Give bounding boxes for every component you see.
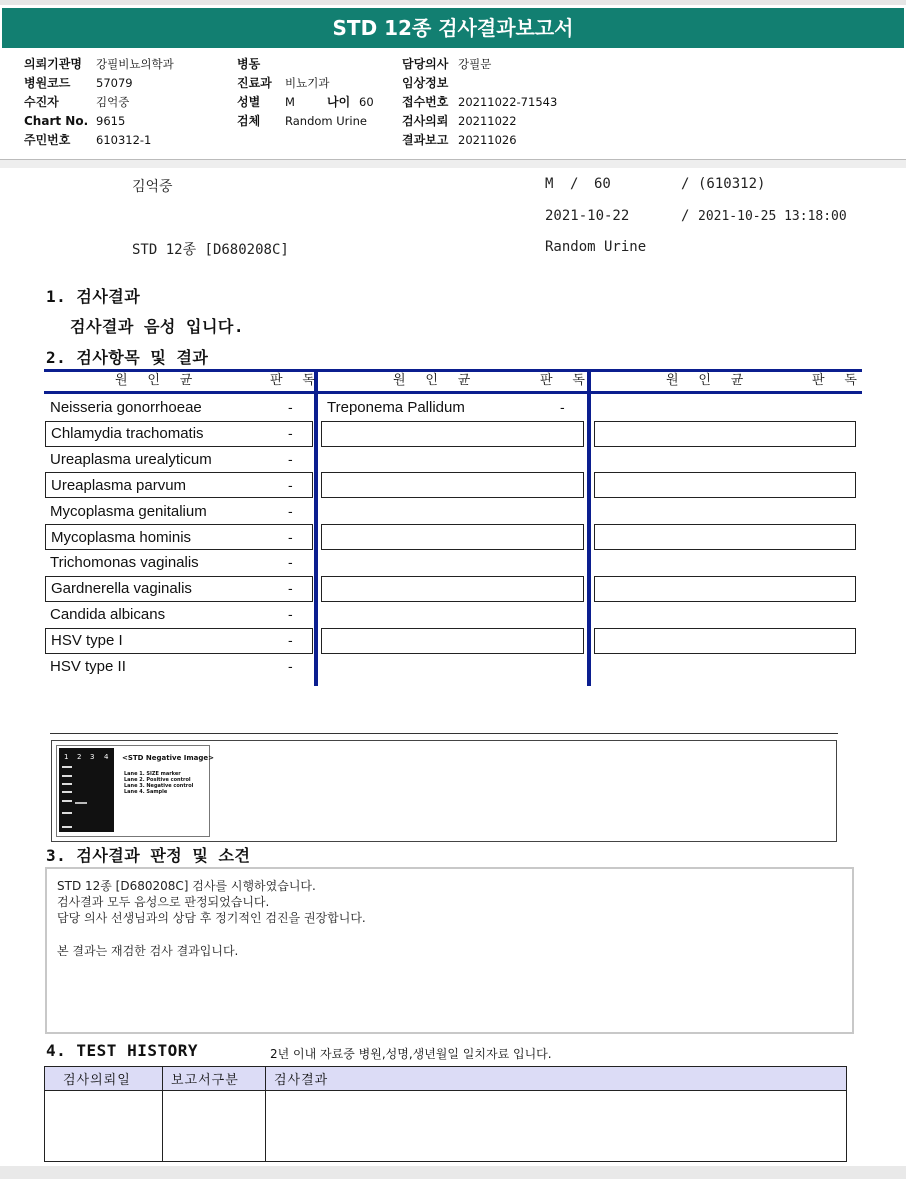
pathogen-result: - bbox=[288, 580, 293, 596]
info-column-3 bbox=[402, 55, 557, 150]
gel-lane-number: 2 bbox=[77, 753, 82, 761]
column-divider bbox=[587, 372, 591, 686]
pathogen-name: Chlamydia trachomatis bbox=[51, 425, 204, 442]
patient-name: 김억중 bbox=[132, 179, 173, 195]
history-cell bbox=[163, 1091, 266, 1162]
opinion-line: 담당 의사 선생님과의 상담 후 정기적인 검진을 권장합니다. bbox=[57, 911, 366, 925]
slash: / bbox=[681, 176, 690, 192]
pathogen-name: Trichomonas vaginalis bbox=[50, 554, 199, 571]
info-label: Chart No. bbox=[24, 114, 89, 128]
pathogen-result: - bbox=[288, 477, 293, 493]
age-value: 60 bbox=[359, 95, 374, 109]
col-header-pathogen: 원 인 균 bbox=[666, 373, 750, 388]
header-divider-shadow bbox=[0, 160, 906, 168]
patient-sex: M bbox=[545, 176, 554, 192]
pathogen-result: - bbox=[288, 606, 293, 622]
info-value: 강필비뇨의학과 bbox=[96, 57, 174, 71]
gel-lane-number: 3 bbox=[90, 753, 95, 761]
section2-heading: 2. 검사항목 및 결과 bbox=[46, 348, 209, 367]
gel-title: <STD Negative Image> bbox=[122, 754, 215, 762]
info-column-1 bbox=[24, 55, 174, 150]
info-value: Random Urine bbox=[285, 114, 367, 128]
info-value: 20211022-71543 bbox=[458, 95, 558, 109]
history-note: 2년 이내 자료중 병원,성명,생년월일 일치자료 입니다. bbox=[270, 1047, 552, 1061]
info-value: 57079 bbox=[96, 76, 133, 90]
info-value: 강필문 bbox=[458, 57, 492, 71]
history-table bbox=[44, 1066, 847, 1162]
info-column-2 bbox=[237, 55, 374, 131]
patient-age: 60 bbox=[594, 176, 611, 192]
gel-band bbox=[62, 800, 72, 802]
gel-lane-number: 4 bbox=[104, 753, 109, 761]
gel-band bbox=[62, 783, 72, 785]
gel-band bbox=[62, 775, 72, 777]
info-value: 김억중 bbox=[96, 95, 130, 109]
pathogen-result: - bbox=[560, 399, 565, 415]
pathogen-name: Neisseria gonorrhoeae bbox=[50, 399, 202, 416]
info-label: 검사의뢰 bbox=[402, 114, 449, 128]
pathogen-name: Ureaplasma parvum bbox=[51, 477, 187, 494]
info-label: 담당의사 bbox=[402, 57, 449, 71]
pathogen-name: Treponema Pallidum bbox=[327, 399, 465, 416]
pathogen-name: HSV type II bbox=[50, 658, 126, 675]
row-box bbox=[321, 524, 584, 550]
column-divider bbox=[314, 372, 318, 686]
info-label: 검체 bbox=[237, 114, 261, 128]
pathogen-name: Gardnerella vaginalis bbox=[51, 580, 192, 597]
col-header-result: 판 독 bbox=[270, 373, 321, 388]
info-value: 610312-1 bbox=[96, 133, 152, 147]
row-box bbox=[321, 421, 584, 447]
history-col-header: 검사결과 bbox=[266, 1067, 847, 1091]
pathogen-name: Mycoplasma hominis bbox=[51, 529, 192, 546]
info-label: 임상정보 bbox=[402, 76, 449, 90]
opinion-line: STD 12종 [D680208C] 검사를 시행하였습니다. bbox=[57, 879, 316, 893]
opinion-line: 검사결과 모두 음성으로 판정되었습니다. bbox=[57, 895, 270, 909]
request-date: 2021-10-22 bbox=[545, 208, 630, 224]
info-label: 성별 bbox=[237, 95, 261, 109]
col-header-pathogen: 원 인 균 bbox=[393, 373, 477, 388]
row-box bbox=[594, 421, 856, 447]
pathogen-result: - bbox=[288, 554, 293, 570]
col-header-result: 판 독 bbox=[812, 373, 863, 388]
section4-heading: 4. TEST HISTORY bbox=[46, 1041, 198, 1060]
pathogen-result: - bbox=[288, 425, 293, 441]
gel-band bbox=[62, 826, 72, 828]
gel-band bbox=[75, 802, 87, 804]
history-cell bbox=[45, 1091, 163, 1162]
gel-legend-item: Lane 3. Negative control bbox=[124, 783, 194, 789]
pathogen-name: Ureaplasma urealyticum bbox=[50, 451, 212, 468]
bottom-border bbox=[0, 1166, 906, 1179]
info-label: 진료과 bbox=[237, 76, 272, 90]
pathogen-result: - bbox=[288, 658, 293, 674]
pathogen-name: Candida albicans bbox=[50, 606, 166, 623]
info-label: 의뢰기관명 bbox=[24, 57, 82, 71]
patient-birth: (610312) bbox=[698, 176, 766, 192]
report-title: STD 12종 검사결과보고서 bbox=[2, 8, 904, 48]
pathogen-result: - bbox=[288, 399, 293, 415]
pathogen-name: Mycoplasma genitalium bbox=[50, 503, 207, 520]
test-name: STD 12종 [D680208C] bbox=[132, 242, 289, 258]
info-label: 병원코드 bbox=[24, 76, 71, 90]
gel-band bbox=[62, 766, 72, 768]
gel-band bbox=[62, 791, 72, 793]
section1-summary: 검사결과 음성 입니다. bbox=[70, 317, 245, 336]
info-label: 수진자 bbox=[24, 95, 59, 109]
row-box bbox=[594, 576, 856, 602]
history-col-header: 보고서구분 bbox=[163, 1067, 266, 1091]
row-box bbox=[321, 576, 584, 602]
row-box bbox=[594, 524, 856, 550]
info-value: 20211022 bbox=[458, 114, 517, 128]
info-value: 9615 bbox=[96, 114, 126, 128]
report-datetime: 2021-10-25 13:18:00 bbox=[698, 209, 847, 224]
gel-legend-item: Lane 2. Positive control bbox=[124, 777, 191, 783]
top-border bbox=[0, 0, 906, 5]
pathogen-result: - bbox=[288, 529, 293, 545]
row-box bbox=[321, 628, 584, 654]
age-label: 나이 bbox=[327, 95, 351, 109]
history-col-header: 검사의뢰일 bbox=[45, 1067, 163, 1091]
opinion-line: 본 결과는 재검한 검사 결과입니다. bbox=[57, 944, 239, 958]
slash: / bbox=[570, 176, 579, 192]
info-value: 비뇨기과 bbox=[285, 76, 330, 90]
section3-heading: 3. 검사결과 판정 및 소견 bbox=[46, 846, 251, 865]
info-value: 20211026 bbox=[458, 133, 517, 147]
gel-lane-number: 1 bbox=[64, 753, 69, 761]
info-label: 결과보고 bbox=[402, 133, 449, 147]
info-label: 접수번호 bbox=[402, 95, 449, 109]
col-header-result: 판 독 bbox=[540, 373, 591, 388]
section1-heading: 1. 검사결과 bbox=[46, 287, 141, 306]
info-value: M bbox=[285, 95, 295, 109]
pathogen-result: - bbox=[288, 503, 293, 519]
pathogen-result: - bbox=[288, 451, 293, 467]
gel-legend-item: Lane 1. SIZE marker bbox=[124, 771, 181, 777]
col-header-pathogen: 원 인 균 bbox=[115, 373, 199, 388]
info-label: 주민번호 bbox=[24, 133, 71, 147]
pathogen-result: - bbox=[288, 632, 293, 648]
gel-band bbox=[62, 812, 72, 814]
gel-divider bbox=[50, 733, 838, 734]
row-box bbox=[594, 628, 856, 654]
gel-legend-item: Lane 4. Sample bbox=[124, 789, 168, 795]
row-box bbox=[321, 472, 584, 498]
slash: / bbox=[681, 208, 690, 224]
pathogen-name: HSV type I bbox=[51, 632, 123, 649]
info-label: 병동 bbox=[237, 57, 261, 71]
row-box bbox=[594, 472, 856, 498]
history-cell bbox=[266, 1091, 847, 1162]
specimen: Random Urine bbox=[545, 239, 647, 255]
